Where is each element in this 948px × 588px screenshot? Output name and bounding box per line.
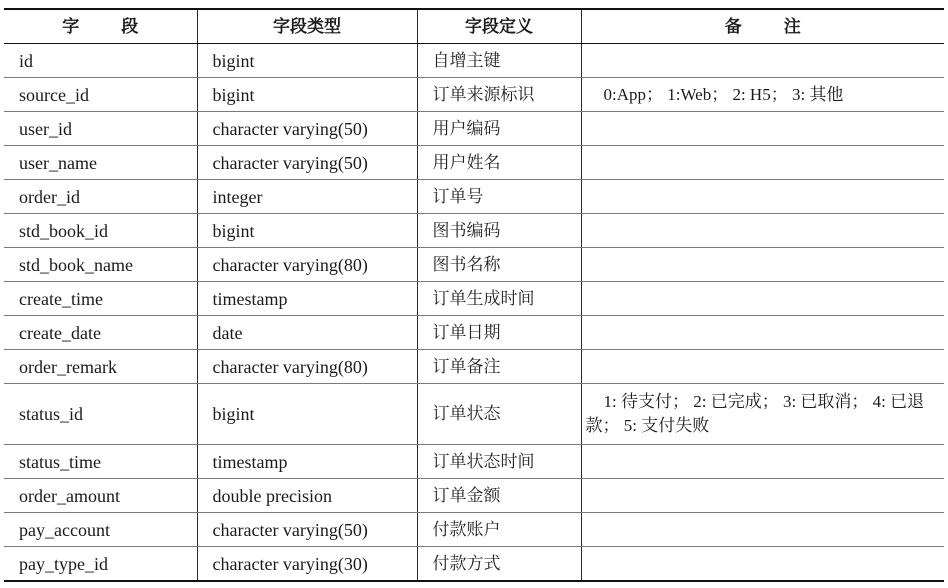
cell-note (581, 282, 944, 316)
cell-type: timestamp (197, 445, 417, 479)
cell-field: std_book_name (4, 248, 197, 282)
cell-note (581, 350, 944, 384)
cell-type: double precision (197, 479, 417, 513)
cell-definition: 付款方式 (417, 547, 581, 582)
header-type: 字段类型 (197, 9, 417, 44)
cell-definition: 图书编码 (417, 214, 581, 248)
cell-field: std_book_id (4, 214, 197, 248)
cell-definition: 订单来源标识 (417, 78, 581, 112)
table-row (4, 180, 944, 214)
cell-type: character varying(80) (197, 248, 417, 282)
cell-type: character varying(50) (197, 112, 417, 146)
cell-definition: 订单金额 (417, 479, 581, 513)
table-row (4, 112, 944, 146)
cell-type: date (197, 316, 417, 350)
cell-field: order_remark (4, 350, 197, 384)
header-note: 备 注 (581, 9, 944, 44)
cell-note (581, 248, 944, 282)
cell-definition: 用户姓名 (417, 146, 581, 180)
cell-type: bigint (197, 214, 417, 248)
cell-definition: 图书名称 (417, 248, 581, 282)
header-row (4, 9, 944, 44)
cell-definition: 用户编码 (417, 112, 581, 146)
cell-definition: 订单状态时间 (417, 445, 581, 479)
cell-note (581, 513, 944, 547)
cell-field: id (4, 44, 197, 78)
table-row (4, 445, 944, 479)
cell-type: character varying(80) (197, 350, 417, 384)
cell-field: order_id (4, 180, 197, 214)
cell-definition: 自增主键 (417, 44, 581, 78)
table-row (4, 316, 944, 350)
table-row (4, 350, 944, 384)
cell-field: pay_type_id (4, 547, 197, 582)
table-row (4, 384, 944, 445)
cell-definition: 订单日期 (417, 316, 581, 350)
table-row (4, 479, 944, 513)
field-spec-table (4, 8, 944, 582)
cell-field: status_id (4, 384, 197, 445)
table-row (4, 282, 944, 316)
cell-type: character varying(50) (197, 146, 417, 180)
cell-definition: 订单号 (417, 180, 581, 214)
cell-type: bigint (197, 384, 417, 445)
table-row (4, 78, 944, 112)
cell-definition: 付款账户 (417, 513, 581, 547)
cell-note (581, 316, 944, 350)
table-header (4, 9, 944, 44)
cell-note (581, 44, 944, 78)
cell-field: create_time (4, 282, 197, 316)
table-body (4, 44, 944, 582)
cell-definition: 订单生成时间 (417, 282, 581, 316)
cell-note (581, 445, 944, 479)
table-row (4, 513, 944, 547)
cell-type: bigint (197, 78, 417, 112)
cell-field: user_name (4, 146, 197, 180)
cell-field: order_amount (4, 479, 197, 513)
cell-field: user_id (4, 112, 197, 146)
cell-definition: 订单状态 (417, 384, 581, 445)
cell-note (581, 479, 944, 513)
cell-definition: 订单备注 (417, 350, 581, 384)
cell-type: integer (197, 180, 417, 214)
cell-field: pay_account (4, 513, 197, 547)
cell-type: timestamp (197, 282, 417, 316)
header-definition: 字段定义 (417, 9, 581, 44)
table-row (4, 214, 944, 248)
cell-note (581, 146, 944, 180)
table-row (4, 547, 944, 582)
cell-note (581, 112, 944, 146)
table-row (4, 146, 944, 180)
cell-type: character varying(50) (197, 513, 417, 547)
cell-field: status_time (4, 445, 197, 479)
cell-note: 1: 待支付； 2: 已完成； 3: 已取消； 4: 已退款； 5: 支付失败 (581, 384, 944, 445)
field-spec-sheet (4, 8, 944, 582)
cell-field: source_id (4, 78, 197, 112)
cell-note (581, 547, 944, 582)
cell-type: bigint (197, 44, 417, 78)
cell-type: character varying(30) (197, 547, 417, 582)
header-field: 字 段 (4, 9, 197, 44)
cell-field: create_date (4, 316, 197, 350)
cell-note: 0:App； 1:Web； 2: H5； 3: 其他 (581, 78, 944, 112)
table-row (4, 248, 944, 282)
table-row (4, 44, 944, 78)
cell-note (581, 180, 944, 214)
cell-note (581, 214, 944, 248)
